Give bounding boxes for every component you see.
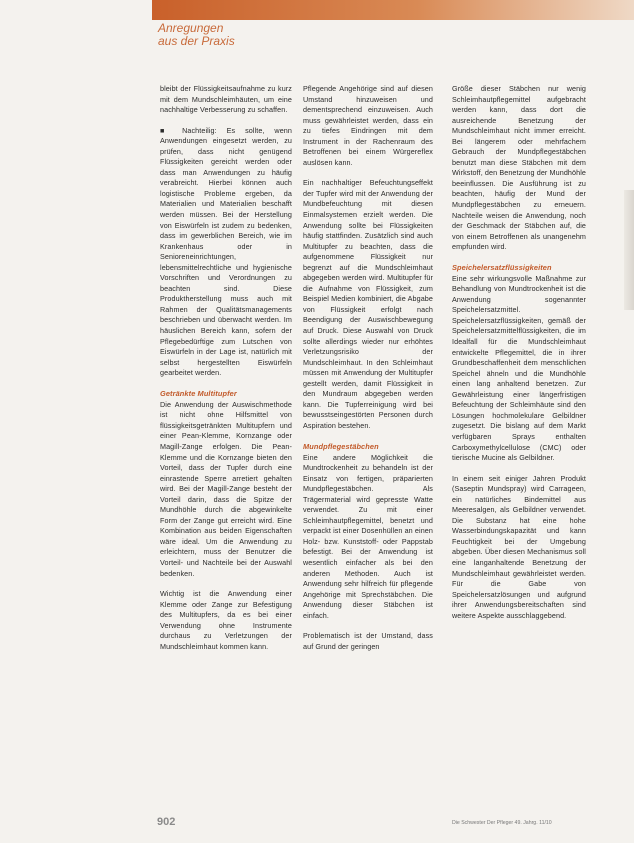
paragraph-text: Nachteilig: Es sollte, wenn Anwendungen eingesetzt werden, zu prüfen, dass nicht genügend Flüssigkeiten gereicht werden oder dass man Anwendungen zu häufig verabreicht. Hierbei können auch logistische Probleme ergeben, da Materialien und Materialien beschafft werden müssen. Bei der Herstellung von Eiswürfeln ist zudem zu bedenken, dass im gewerblichen Bereich, wie im Krankenhaus oder in Senioreneinrichtungen, lebensmittelrechtliche und hygienische Vorschriften und Verordnungen zu beachten sind. Diese Produktherstellung muss auch mit Rahmen der Qualitätsmanagements beschrieben und überwacht werden. Im häuslichen Bereich kann, sofern der Pflegebedürftige zum Lutschen von Eiswürfeln in der Lage ist, natürlich mit selbst hergestellten Eiswürfeln gearbeitet werden. (160, 125, 292, 378)
square-bullet-icon: ■ (160, 125, 173, 135)
paragraph: Größe dieser Stäbchen nur wenig Schleimhautpflegemittel aufgebracht werden kann, dass dort die ausreichende Benetzung der Mundschleimhaut nicht immer erreicht. Bei längerem oder mehrfachem Gebrauch der Mundpflegestäbchen benutzt man diese Stäbchen mit dem Wirkstoff, den Benetzung der Mundhöhle beeinflussen. Die Ausführung ist zu beachten, häufig der Mund der Mundpflegestäbchen zu erneuern. Nachteile weisen die Anwendung, noch der Geschmack der Stäbchen auf, die von einem Betroffenen als unangenehm empfunden wird. (452, 84, 586, 252)
paragraph (160, 126, 292, 379)
paragraph: Wichtig ist die Anwendung einer Klemme oder Zange zur Befestigung des Multitupfers, da es bei einer Verwendung ohne Instrumente durchaus zu Verletzungen der Mundschleimhaut kommen kann. (160, 589, 292, 651)
section-title-line2: aus der Praxis (158, 34, 235, 48)
paragraph: In einem seit einiger Jahren Produkt (Saseptin Mundspray) wird Carrageen, ein natürliches Bindemittel aus Meeresalgen, als Gelbildner verwendet. Die Substanz hat eine hohe Wasserbindungskapazität und kann Feuchtigkeit bei der Umgebung abgeben. Über diesen Mechanismus soll eine langanhaltende Benetzung der Mundschleimhaut gewährleistet werden. Für die Gabe von Speichelersatzlösungen und aufgrund ihrer Anwendungsbereitschaften sind weitere Aspekte ausschlaggebend. (452, 473, 586, 620)
paragraph: Eine sehr wirkungsvolle Maßnahme zur Behandlung von Mundtrockenheit ist die Anwendung sogenannter Speichelersatzmittel. Speichelersatzflüssigkeiten, gemäß der Speichelersatzmittelflüssigkeiten, die im Idealfall für die Mundschleimhaut entwickelte Pflegemittel, die in ihrer Grundbeschaffenheit dem menschlichen Speichel ähneln und die Mundhöhle einen lang anhaltend benetzen. Zur Gewährleistung einer längerfristigen Befeuchtung der Schleimhäute sind den Lösungen hochmolekulare Gelbildner zugesetzt. Die bislang auf dem Markt verfügbaren Sprays enthalten Carboxymethylcellulose (CMC) oder tierische Mucine als Gelbildner. (452, 273, 586, 463)
section-title-line1: Anregungen (158, 21, 224, 35)
subheading-mundpflegestaebchen: Mundpflegestäbchen (303, 441, 379, 451)
text-column-2 (303, 84, 433, 662)
header-color-band (152, 0, 634, 20)
paragraph: Pflegende Angehörige sind auf diesen Umstand hinzuweisen und dementsprechend einzuweisen. Auch muss gewährleistet werden, dass ein zu tiefes Eindringen mit dem Instrument in der Rachenraum des Betroffenen bei einem Würgereflex auslösen kann. (303, 84, 433, 167)
text-column-3 (452, 84, 586, 631)
journal-footer: Die Schwester Der Pfleger 49. Jahrg. 11/10 (452, 820, 552, 826)
text-column-1 (160, 84, 292, 662)
page-number: 902 (157, 816, 176, 828)
section-title (158, 22, 235, 48)
paragraph: Eine andere Möglichkeit die Mundtrockenheit zu behandeln ist der Einsatz von fertigen, präparierten Mundpflegestäbchen. Als Trägermaterial wird gepresste Watte verwendet. Zu mit einer Schleimhautpflegemittel, benetzt und verpackt ist einer Dosenhüllen an einen Holz- bzw. Kunststoff- oder Pappstab befestigt. Bei der Anwendung ist wesentlich einfacher als bei den anderen Methoden. Auch ist Anwendung sehr hilfreich für pflegende Angehörige mit Sprechstäbchen. Die Anwendung dieser Stäbchen ist einfach. (303, 452, 433, 620)
paragraph: Problematisch ist der Umstand, dass auf Grund der geringen (303, 631, 433, 651)
paragraph: bleibt der Flüssigkeitsaufnahme zu kurz mit dem Mundschleimhäuten, um eine nachhaltige Verbesserung zu schaffen. (160, 84, 292, 115)
paragraph: Die Anwendung der Auswischmethode ist nicht ohne Hilfsmittel von flüssigkeitsgetränkten Multitupfern und einer Pean-Klemme, Kornzange oder Magill-Zange erfolgen. Die Pean-Klemme und die Kornzange bieten den Vorteil, dass der Tupfer durch eine einrastende Sperre arretiert gehalten wird. Bei der Magill-Zange besteht der Vorteil darin, dass die Spitze der Mundhöhle durch die abgewinkelte Form der Zange gut erreicht wird. Eine Kombination aus beiden Eigenschaften wäre ideal. Um die Anwendung zu erleichtern, muss der Benutzer die Vorteil- und Nachteile bei der Auswahl bedenken. (160, 399, 292, 578)
page-edge-shadow (624, 190, 634, 310)
subheading-multitupfer: Getränkte Multitupfer (160, 388, 237, 398)
paragraph: Ein nachhaltiger Befeuchtungseffekt der Tupfer wird mit der Anwendung der Mundbefeuchtung mit diesen Einmalsystemen erzielt werden. Die Anwendung sollte bei Flüssigkeiten häufig stattfinden. Zusätzlich sind auch Multitupfer zu beachten, dass die aufgenommene Flüssigkeit nur begrenzt auf die Mundschleimhaut abgegeben werden wird. Multitupfer für die Aufnahme von Flüssigkeit, zum Beispiel Medien kombiniert, die Abgabe von Flüssigkeit erfolgt nach Beendigung der Auswischbewegung auf Druck. Diese Auswahl von Druck sollte allerdings wieder nur erhöhtes Verletzungsrisiko der Mundschleimhaut. In den Schleimhaut müssen mit Anwendung der Multitupfer gestellt werden, damit Flüssigkeit in den Mundraum abgegeben werden kann. Die Tupferreinigung wird bei bewusstseingestörten Personen durch Aspiration bestehen. (303, 178, 433, 430)
subheading-speichelersatz: Speichelersatzflüssigkeiten (452, 262, 552, 272)
